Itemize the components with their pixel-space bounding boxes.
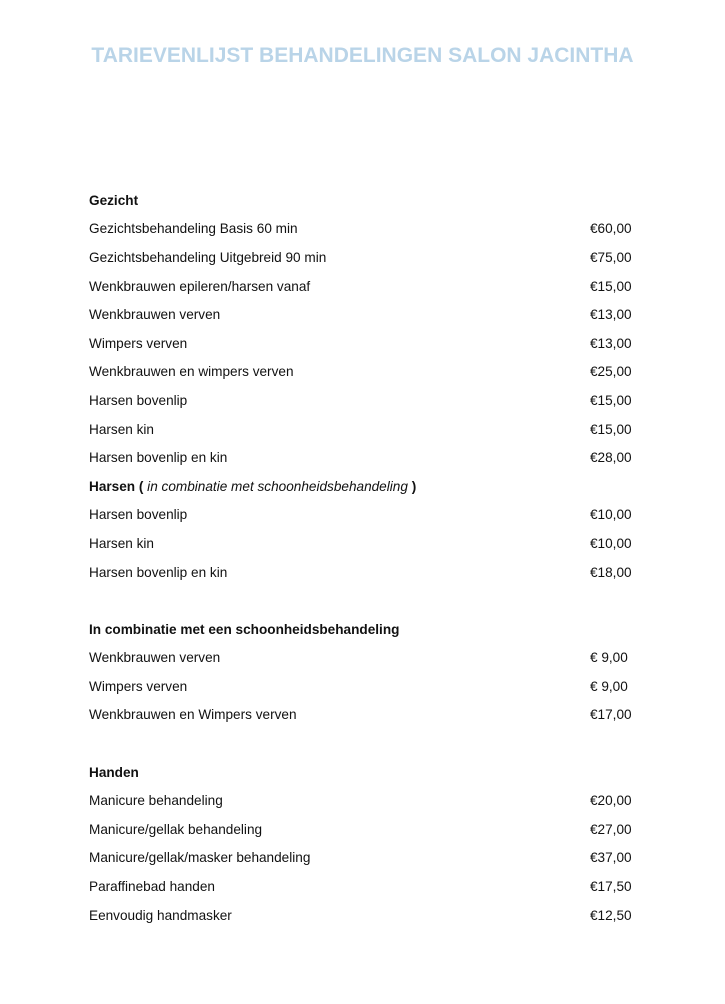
- price-list: [89, 186, 632, 929]
- treatment-name: Wenkbrauwen verven: [89, 650, 221, 666]
- section-heading-combinatie: [89, 615, 632, 644]
- treatment-price: €17,00: [590, 707, 632, 723]
- list-item: [89, 329, 632, 358]
- treatment-name: Harsen bovenlip: [89, 507, 188, 523]
- treatment-price: €75,00: [590, 249, 632, 265]
- list-item: [89, 243, 632, 272]
- list-item: [89, 300, 632, 329]
- list-item: [89, 701, 632, 730]
- list-item: [89, 901, 632, 930]
- treatment-name: Paraffinebad handen: [89, 879, 215, 895]
- treatment-price: €15,00: [590, 421, 632, 437]
- list-item: [89, 786, 632, 815]
- list-item: [89, 215, 632, 244]
- heading-end-part: ): [411, 478, 417, 494]
- treatment-price: €10,00: [590, 507, 632, 523]
- section-heading-gezicht: [89, 186, 632, 215]
- section-spacer: [89, 729, 632, 758]
- treatment-price: €18,00: [590, 564, 632, 580]
- treatment-price: € 9,00: [590, 678, 628, 694]
- treatment-price: €27,00: [590, 821, 632, 837]
- treatment-price: €20,00: [590, 793, 632, 809]
- list-item: [89, 415, 632, 444]
- list-item: [89, 644, 632, 673]
- treatment-name: Wenkbrauwen en wimpers verven: [89, 364, 294, 380]
- treatment-price: €60,00: [590, 221, 632, 237]
- treatment-name: Harsen bovenlip en kin: [89, 450, 228, 466]
- section-heading-label: Gezicht: [89, 192, 139, 208]
- treatment-price: €15,00: [590, 278, 632, 294]
- treatment-price: €37,00: [590, 850, 632, 866]
- section-heading-label: In combinatie met een schoonheidsbehandeling: [89, 621, 400, 637]
- list-item: [89, 272, 632, 301]
- treatment-name: Wenkbrauwen epileren/harsen vanaf: [89, 278, 311, 294]
- treatment-name: Harsen kin: [89, 535, 154, 551]
- section-spacer: [89, 586, 632, 615]
- treatment-price: €13,00: [590, 335, 632, 351]
- treatment-name: Harsen bovenlip: [89, 392, 188, 408]
- treatment-name: Wimpers verven: [89, 335, 188, 351]
- treatment-price: €25,00: [590, 364, 632, 380]
- treatment-price: €10,00: [590, 535, 632, 551]
- section-heading-handen: [89, 758, 632, 787]
- list-item: [89, 443, 632, 472]
- list-item: [89, 386, 632, 415]
- list-item: [89, 358, 632, 387]
- heading-italic-part: in combinatie met schoonheidsbehandeling: [143, 478, 412, 494]
- section-heading-label: [89, 479, 416, 494]
- treatment-price: €15,00: [590, 392, 632, 408]
- page-title: TARIEVENLIJST BEHANDELINGEN SALON JACINTHA: [91, 44, 634, 67]
- list-item: [89, 872, 632, 901]
- treatment-name: Wimpers verven: [89, 678, 188, 694]
- list-item: [89, 558, 632, 587]
- treatment-name: Manicure/gellak behandeling: [89, 821, 263, 837]
- treatment-price: €12,50: [590, 907, 632, 923]
- treatment-name: Wenkbrauwen en Wimpers verven: [89, 707, 297, 723]
- treatment-name: Manicure/gellak/masker behandeling: [89, 850, 311, 866]
- treatment-name: Manicure behandeling: [89, 793, 223, 809]
- heading-bold-part: Harsen (: [89, 478, 144, 494]
- treatment-price: €28,00: [590, 450, 632, 466]
- treatment-name: Harsen kin: [89, 421, 154, 437]
- list-item: [89, 844, 632, 873]
- section-heading-label: Handen: [89, 764, 139, 780]
- list-item: [89, 501, 632, 530]
- section-heading-harsen-combinatie: [89, 472, 632, 501]
- list-item: [89, 672, 632, 701]
- treatment-name: Eenvoudig handmasker: [89, 907, 232, 923]
- treatment-name: Wenkbrauwen verven: [89, 307, 221, 323]
- treatment-name: Harsen bovenlip en kin: [89, 564, 228, 580]
- treatment-price: € 9,00: [590, 650, 628, 666]
- treatment-name: Gezichtsbehandeling Uitgebreid 90 min: [89, 249, 327, 265]
- list-item: [89, 815, 632, 844]
- treatment-price: €13,00: [590, 307, 632, 323]
- list-item: [89, 529, 632, 558]
- treatment-name: Gezichtsbehandeling Basis 60 min: [89, 221, 298, 237]
- treatment-price: €17,50: [590, 879, 632, 895]
